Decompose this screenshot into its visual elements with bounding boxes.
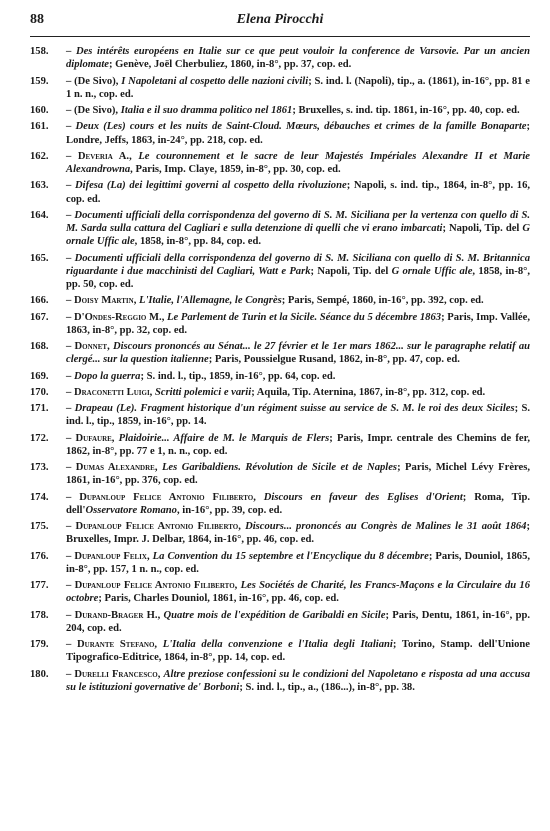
- entry-text: [66, 491, 530, 517]
- bibliography-entry: [30, 311, 530, 337]
- entry-number: 174.: [30, 491, 49, 503]
- bibliography-entry: [30, 638, 530, 664]
- entry-text: [66, 461, 530, 487]
- entry-author-segment: Dumas Alexandre: [75, 462, 155, 474]
- entry-text: [66, 550, 530, 576]
- entry-text-segment: , 1858, in-8°, pp. 84, cop. ed.: [134, 236, 262, 248]
- bibliography-entry: [30, 75, 530, 101]
- entry-text-segment: –: [66, 46, 76, 57]
- entry-author-segment: Durante Stefano: [76, 639, 155, 651]
- entry-text-segment: ; Napoli, Tip. del: [442, 223, 523, 234]
- entry-text-segment: ; Aquila, Tip. Aternina, 1867, in-8°, pp. 312, cop. ed.: [251, 386, 486, 398]
- entry-text-segment: ; Torino, Stamp. dell'Unione Tipografico-Editrice, 1864, in-8°, pp. 14, cop. ed.: [66, 639, 530, 664]
- bibliography-entry: [30, 150, 530, 176]
- entry-text: [66, 252, 530, 292]
- entry-text-segment: –: [66, 491, 80, 503]
- entry-text-segment: –: [66, 295, 74, 307]
- entry-text-segment: –: [66, 462, 76, 474]
- entry-number: 172.: [30, 432, 49, 444]
- entry-title-segment: Plaidoirie... Affaire de M. le Marquis de Flers: [118, 432, 330, 444]
- entry-text: [66, 120, 530, 146]
- entry-text: [66, 340, 530, 366]
- entry-text-segment: –: [66, 311, 74, 323]
- entry-number: 175.: [30, 521, 49, 533]
- entry-text-segment: ,: [157, 609, 164, 621]
- entry-text-segment: ,: [146, 550, 153, 562]
- entry-title-segment: Les Sociétés de Charité, les Francs-Maçons e la Circulaire du 16 octobre: [66, 580, 530, 605]
- entry-author-segment: Deveria A.: [77, 150, 130, 162]
- entry-title-segment: Discours en faveur des Eglises d'Orient: [263, 491, 463, 503]
- bibliography-entry: [30, 579, 530, 605]
- bibliography-entry: [30, 550, 530, 576]
- entry-title-segment: I Napoletani al cospetto delle nazioni civili: [121, 75, 309, 87]
- entry-title-segment: G ornale Uffic ale: [391, 265, 473, 277]
- entry-text: [66, 579, 530, 605]
- entry-text-segment: –: [66, 252, 75, 264]
- bibliography-entry: [30, 120, 530, 146]
- entry-title-segment: L'Italie, l'Allemagne, le Congrès: [138, 295, 282, 307]
- entry-text: [66, 75, 530, 101]
- entry-text-segment: –: [66, 180, 75, 192]
- entry-text-segment: ; S. ind. l., tip., 1859, in-16°, pp. 64, cop. ed.: [140, 370, 336, 382]
- entry-number: 179.: [30, 639, 49, 651]
- bibliography-list: [30, 45, 530, 694]
- bibliography-entry: [30, 252, 530, 292]
- entry-number: 161.: [30, 121, 49, 133]
- bibliography-entry: [30, 45, 530, 71]
- page: [30, 12, 530, 697]
- entry-text-segment: ,: [107, 341, 113, 352]
- bibliography-entry: [30, 402, 530, 428]
- entry-title-segment: Quatre mois de l'expédition de Garibaldi en Sicile: [163, 609, 386, 621]
- entry-number: 173.: [30, 462, 49, 474]
- entry-title-segment: Documenti ufficiali della corrispondenza del governo di S. M. Siciliana per la vertenza con quello di S. M. Sarda sulla cattura del Cagliari e sulla detenzione di quelli che vi erano imbarcati: [66, 209, 530, 234]
- entry-text: [66, 104, 530, 117]
- entry-text-segment: ,: [149, 386, 155, 398]
- entry-author-segment: Dupanloup Felice Antonio Filiberto: [74, 580, 235, 592]
- entry-title-segment: Discours... prononcés au Congrès de Malines le 31 août 1864: [245, 521, 527, 533]
- entry-text-segment: –: [66, 432, 76, 444]
- entry-text: [66, 520, 530, 546]
- entry-author-segment: Dupanloup Felix: [74, 550, 147, 562]
- entry-text-segment: , 1858, in-8°, pp. 50, cop. ed.: [66, 265, 531, 290]
- entry-text-segment: ; Paris, Impr. centrale des Chemins de fer, 1862, in-8°, pp. 77 e 1, n. n., cop. ed.: [66, 432, 530, 457]
- entry-text-segment: – (De Sivo),: [66, 75, 122, 87]
- entry-text-segment: , Paris, Imp. Claye, 1859, in-8°, pp. 30, cop. ed.: [130, 164, 341, 175]
- running-head: Elena Pirocchi: [236, 12, 324, 27]
- entry-title-segment: Dopo la guerra: [73, 370, 141, 382]
- entry-text-segment: ,: [111, 432, 119, 444]
- entry-text: [66, 294, 530, 307]
- bibliography-entry: [30, 294, 530, 307]
- bibliography-entry: [30, 668, 530, 694]
- entry-text-segment: –: [66, 209, 75, 221]
- entry-text-segment: ,: [238, 521, 246, 533]
- entry-title-segment: Altre preziose confessioni su le condizioni del Napoletano e risposta ad una accusa su le istituzioni governative de' Borboni: [66, 668, 531, 693]
- entry-text-segment: –: [66, 386, 74, 398]
- entry-text: [66, 311, 530, 337]
- entry-title-segment: Des intérêts européens en Italie sur ce que peut vouloir la conference de Varsovie. Par un ancien diplomate: [66, 46, 530, 71]
- entry-number: 159.: [30, 75, 49, 87]
- entry-title-segment: Le couronnement et le sacre de leur Majestés Impériales Alexandre II et Marie Alexandrowna: [66, 150, 531, 175]
- entry-text: [66, 432, 530, 458]
- entry-text-segment: –: [66, 550, 75, 562]
- entry-text-segment: ; Napoli, s. ind. tip., 1864, in-8°, pp. 16, cop. ed.: [66, 180, 531, 205]
- entry-number: 165.: [30, 252, 49, 264]
- entry-author-segment: Dupanloup Felice Antonio Filiberto: [79, 491, 254, 503]
- entry-author-segment: Durand-Brager H.: [74, 609, 158, 621]
- entry-text-segment: –: [66, 370, 74, 382]
- entry-text-segment: –: [66, 150, 78, 162]
- page-header: [30, 12, 530, 34]
- entry-number: 176.: [30, 550, 49, 562]
- entry-author-segment: D'Ondes-Reggio M.: [73, 311, 162, 323]
- entry-text: [66, 386, 530, 399]
- entry-text-segment: –: [66, 639, 77, 651]
- entry-text-segment: ; Genève, Joël Cherbuliez, 1860, in-8°, pp. 37, cop. ed.: [108, 59, 352, 71]
- entry-number: 168.: [30, 341, 49, 352]
- entry-text-segment: –: [66, 609, 75, 621]
- entry-title-segment: Documenti ufficiali della corrispondenza del governo di S. M. Siciliana con quello di S. M. Britannica riguardante i due macchinisti del Cagliari, Watt e Park: [66, 252, 530, 277]
- entry-text: [66, 150, 530, 176]
- entry-title-segment: Discours prononcés au Sénat... le 27 février et le 1er mars 1862... sur le paragraphe relatif au clergé... sur la question italienne: [66, 341, 531, 366]
- entry-text-segment: ; S. ind. l., tip., a., (186...), in-8°, pp. 38.: [239, 681, 415, 693]
- entry-text-segment: ,: [154, 462, 162, 474]
- entry-text-segment: ; Bruxelles, s. ind. tip. 1861, in-16°, pp. 40, cop. ed.: [292, 105, 520, 116]
- entry-text: [66, 609, 530, 635]
- entry-text-segment: , in-16°, pp. 39, cop. ed.: [176, 504, 283, 516]
- bibliography-entry: [30, 209, 530, 249]
- entry-text-segment: –: [66, 521, 76, 533]
- entry-title-segment: La Convention du 15 septembre et l'Encyclique du 8 décembre: [152, 550, 429, 562]
- entry-text-segment: –: [66, 668, 75, 680]
- entry-text-segment: ; Paris, Imp. Vallée, 1863, in-8°, pp. 32, cop. ed.: [66, 311, 530, 336]
- entry-author-segment: Dupanloup Felice Antonio Filiberto: [75, 521, 239, 533]
- entry-number: 169.: [30, 370, 49, 382]
- entry-number: 170.: [30, 386, 49, 398]
- entry-text-segment: ; S. ind. l., tip., 1859, in-16°, pp. 14.: [66, 403, 531, 428]
- entry-author-segment: Dufaure: [75, 432, 112, 444]
- entry-text-segment: ; Paris, Dentu, 1861, in-16°, pp. 204, cop. ed.: [66, 609, 530, 634]
- entry-number: 160.: [30, 105, 49, 116]
- entry-text: [66, 668, 530, 694]
- entry-number: 162.: [30, 150, 49, 162]
- entry-number: 167.: [30, 311, 49, 323]
- entry-title-segment: Osservatore Romano: [85, 504, 177, 516]
- entry-text-segment: ,: [129, 150, 139, 162]
- entry-title-segment: Scritti polemici e varii: [154, 386, 252, 398]
- entry-title-segment: Deux (Les) cours et les nuits de Saint-Cloud. Mœurs, débauches et crimes de la famille Bonaparte: [75, 121, 527, 133]
- entry-text: [66, 402, 530, 428]
- entry-text-segment: ; Paris, Poussielgue Rusand, 1862, in-8°, pp. 47, cop. ed.: [208, 354, 460, 366]
- entry-text-segment: ; Paris, Michel Lévy Frères, 1861, in-16°, pp. 376, cop. ed.: [66, 462, 531, 487]
- entry-number: 158.: [30, 46, 49, 57]
- bibliography-entry: [30, 432, 530, 458]
- entry-title-segment: Les Garibaldiens. Révolution de Sicile et de Naples: [161, 462, 398, 474]
- entry-text: [66, 179, 530, 205]
- entry-text-segment: ; Paris, Sempé, 1860, in-16°, pp. 392, cop. ed.: [281, 295, 484, 307]
- entry-text: [66, 209, 530, 249]
- entry-text-segment: ; Paris, Charles Douniol, 1861, in-16°, pp. 46, cop. ed.: [98, 593, 339, 605]
- entry-text-segment: ; S. ind. l. (Napoli), tip., a. (1861), in-16°, pp. 81 e 1 n. n., cop. ed.: [66, 75, 530, 100]
- bibliography-entry: [30, 461, 530, 487]
- entry-text-segment: – (De Sivo),: [66, 105, 121, 116]
- bibliography-entry: [30, 386, 530, 399]
- bibliography-entry: [30, 179, 530, 205]
- bibliography-entry: [30, 340, 530, 366]
- entry-title-segment: L'Italia della convenzione e l'Italia degli Italiani: [162, 639, 393, 651]
- entry-author-segment: Draconetti Luigi: [73, 386, 150, 398]
- bibliography-entry: [30, 491, 530, 517]
- entry-author-segment: Donnet: [74, 341, 108, 352]
- entry-text-segment: –: [66, 341, 75, 352]
- entry-text-segment: ,: [161, 311, 168, 323]
- entry-text-segment: ; Paris, Douniol, 1865, in-8°, pp. 157, 1 n. n., cop. ed.: [66, 550, 531, 575]
- entry-text-segment: –: [66, 403, 75, 415]
- entry-title-segment: G ornale Uffic ale: [66, 223, 531, 248]
- bibliography-entry: [30, 520, 530, 546]
- entry-text-segment: ,: [234, 580, 241, 592]
- entry-text-segment: –: [66, 121, 76, 133]
- entry-text-segment: ,: [157, 668, 164, 680]
- header-rule: [30, 36, 530, 37]
- entry-text-segment: ,: [133, 295, 139, 307]
- entry-number: 171.: [30, 403, 49, 415]
- entry-text: [66, 638, 530, 664]
- entry-text-segment: ; Roma, Tip. dell': [66, 491, 530, 516]
- bibliography-entry: [30, 609, 530, 635]
- entry-text-segment: ; Napoli, Tip. del: [310, 265, 392, 277]
- entry-text-segment: ,: [253, 491, 264, 503]
- entry-number: 164.: [30, 209, 49, 221]
- entry-text: [66, 45, 530, 71]
- entry-number: 166.: [30, 295, 49, 307]
- entry-text: [66, 370, 530, 383]
- bibliography-entry: [30, 104, 530, 117]
- entry-author-segment: Doisy Martin: [73, 295, 134, 307]
- entry-text-segment: ; Londre, Jeffs, 1863, in-24°, pp. 218, cop. ed.: [66, 121, 530, 146]
- bibliography-entry: [30, 370, 530, 383]
- entry-number: 177.: [30, 580, 49, 592]
- entry-title-segment: Difesa (La) dei legittimi governi al cospetto della rivoluzione: [74, 180, 347, 192]
- entry-number: 180.: [30, 668, 49, 680]
- page-number: 88: [30, 12, 44, 27]
- entry-text-segment: –: [66, 580, 75, 592]
- entry-title-segment: Drapeau (Le). Fragment historique d'un régiment suisse au service de S. M. le roi des deux Siciles: [74, 403, 515, 415]
- entry-number: 163.: [30, 180, 49, 192]
- entry-author-segment: Durelli Francesco: [74, 668, 158, 680]
- entry-number: 178.: [30, 609, 49, 621]
- entry-title-segment: Le Parlement de Turin et la Sicile. Séance du 5 décembre 1863: [167, 311, 442, 323]
- entry-text-segment: ; Bruxelles, Impr. J. Delbar, 1864, in-16°, pp. 46, cop. ed.: [66, 521, 530, 546]
- entry-text-segment: ,: [154, 639, 163, 651]
- entry-title-segment: Italia e il suo dramma politico nel 1861: [120, 105, 293, 116]
